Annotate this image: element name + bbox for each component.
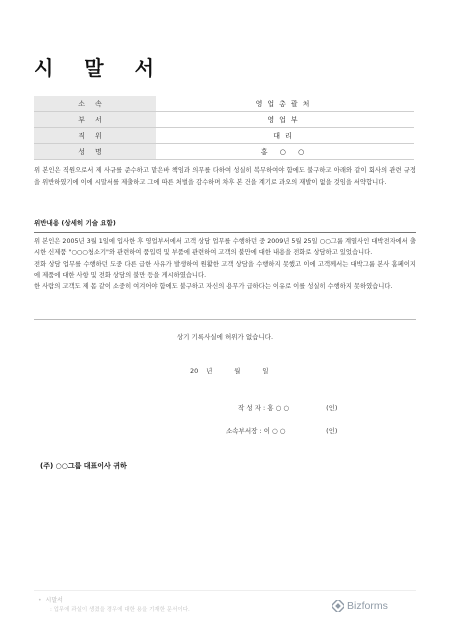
bullet-icon: • xyxy=(38,597,42,604)
info-value: 대리 xyxy=(156,128,414,144)
recipient-line: (주) ○○그룹 대표이사 귀하 xyxy=(40,462,127,470)
bizforms-logo xyxy=(332,600,388,612)
dept-head-label: 소속부서장 : 이 ○ ○ xyxy=(226,427,286,435)
date-year-unit: 년 xyxy=(206,367,213,375)
section-divider-bottom xyxy=(34,319,416,320)
date-day-unit: 일 xyxy=(262,367,269,375)
confirmation-statement: 상기 기록사실에 허위가 없습니다. xyxy=(176,333,274,341)
violation-line: 한 사람의 고객도 제 몸 같이 소중히 여겨어야 함에도 불구하고 자신의 용무가 급하다는 이유로 이를 성실히 수행하지 못하였습니다. xyxy=(34,283,393,291)
info-value: 영업총괄처 xyxy=(156,96,414,112)
date-line xyxy=(190,366,269,375)
date-year: 20 xyxy=(190,367,199,375)
footer-doc-name xyxy=(38,595,63,604)
footer-doc-name-text: 시말서 xyxy=(45,597,63,604)
info-row-name xyxy=(34,144,414,160)
info-value: 영업부 xyxy=(156,112,414,128)
writer-label: 작 성 자 : 홍 ○ ○ xyxy=(238,404,290,412)
violation-section-heading: 위반내용 (상세히 기술 요함) xyxy=(34,219,116,227)
info-value: 홍 ○ ○ xyxy=(156,144,414,160)
violation-line: 전화 상담 업무를 수행하던 도중 다른 급한 사유가 발생하여 원활한 고객 상담을 수행하지 못했고 이에 고객께서는 대박그룹 본사 홈페이지에 제품에 대한 사항 및 전화 상담의 불만 등을 게시하였습니다. xyxy=(34,260,416,279)
bizforms-logo-icon xyxy=(332,600,344,612)
info-label: 성명 xyxy=(34,144,156,160)
writer-signature-line xyxy=(238,403,337,412)
info-row-department xyxy=(34,112,414,128)
footer-description: : 업무에 과실이 생겼을 경우에 대한 용을 기재한 문서이다. xyxy=(50,607,190,613)
info-row-position xyxy=(34,128,414,144)
violation-content xyxy=(34,236,416,292)
date-month-unit: 월 xyxy=(234,367,241,375)
section-divider-top xyxy=(34,232,416,233)
dept-head-seal: (인) xyxy=(326,427,338,435)
info-label: 소속 xyxy=(34,96,156,112)
info-label: 부서 xyxy=(34,112,156,128)
document-title: 시 말 서 xyxy=(34,56,166,80)
writer-seal: (인) xyxy=(326,404,338,412)
intro-paragraph: 위 본인은 직원으로서 제 사규를 준수하고 맡은바 책임과 의무를 다하여 성실히 복무하여야 함에도 불구하고 아래와 같이 회사의 관련 규정을 위반하였기에 이에 시말서를 제출하고 그에 따른 처벌을 감수하며 차후 본 건을 계기로 과오의 재발이 없을 것임을 서약합니다. xyxy=(34,167,416,186)
violation-line: 위 본인은 2005년 3월 1일에 입사한 후 영업부서에서 고객 상담 업무를 수행하던 중 2009년 5월 25일 ○○그룹 계열사인 대박전자에서 출시한 신제품 "○○○청소기"와 관련하여 품입력 및 부품에 관련하여 고객의 불만에 대한 내용을 전화로 상담하고 있었습니다. xyxy=(34,238,416,257)
footer-divider xyxy=(34,590,416,591)
dept-head-signature-line xyxy=(226,426,337,435)
employee-info-table xyxy=(34,96,414,160)
bizforms-logo-text: Bizforms xyxy=(347,600,388,612)
info-row-affiliation xyxy=(34,96,414,112)
info-label: 직위 xyxy=(34,128,156,144)
